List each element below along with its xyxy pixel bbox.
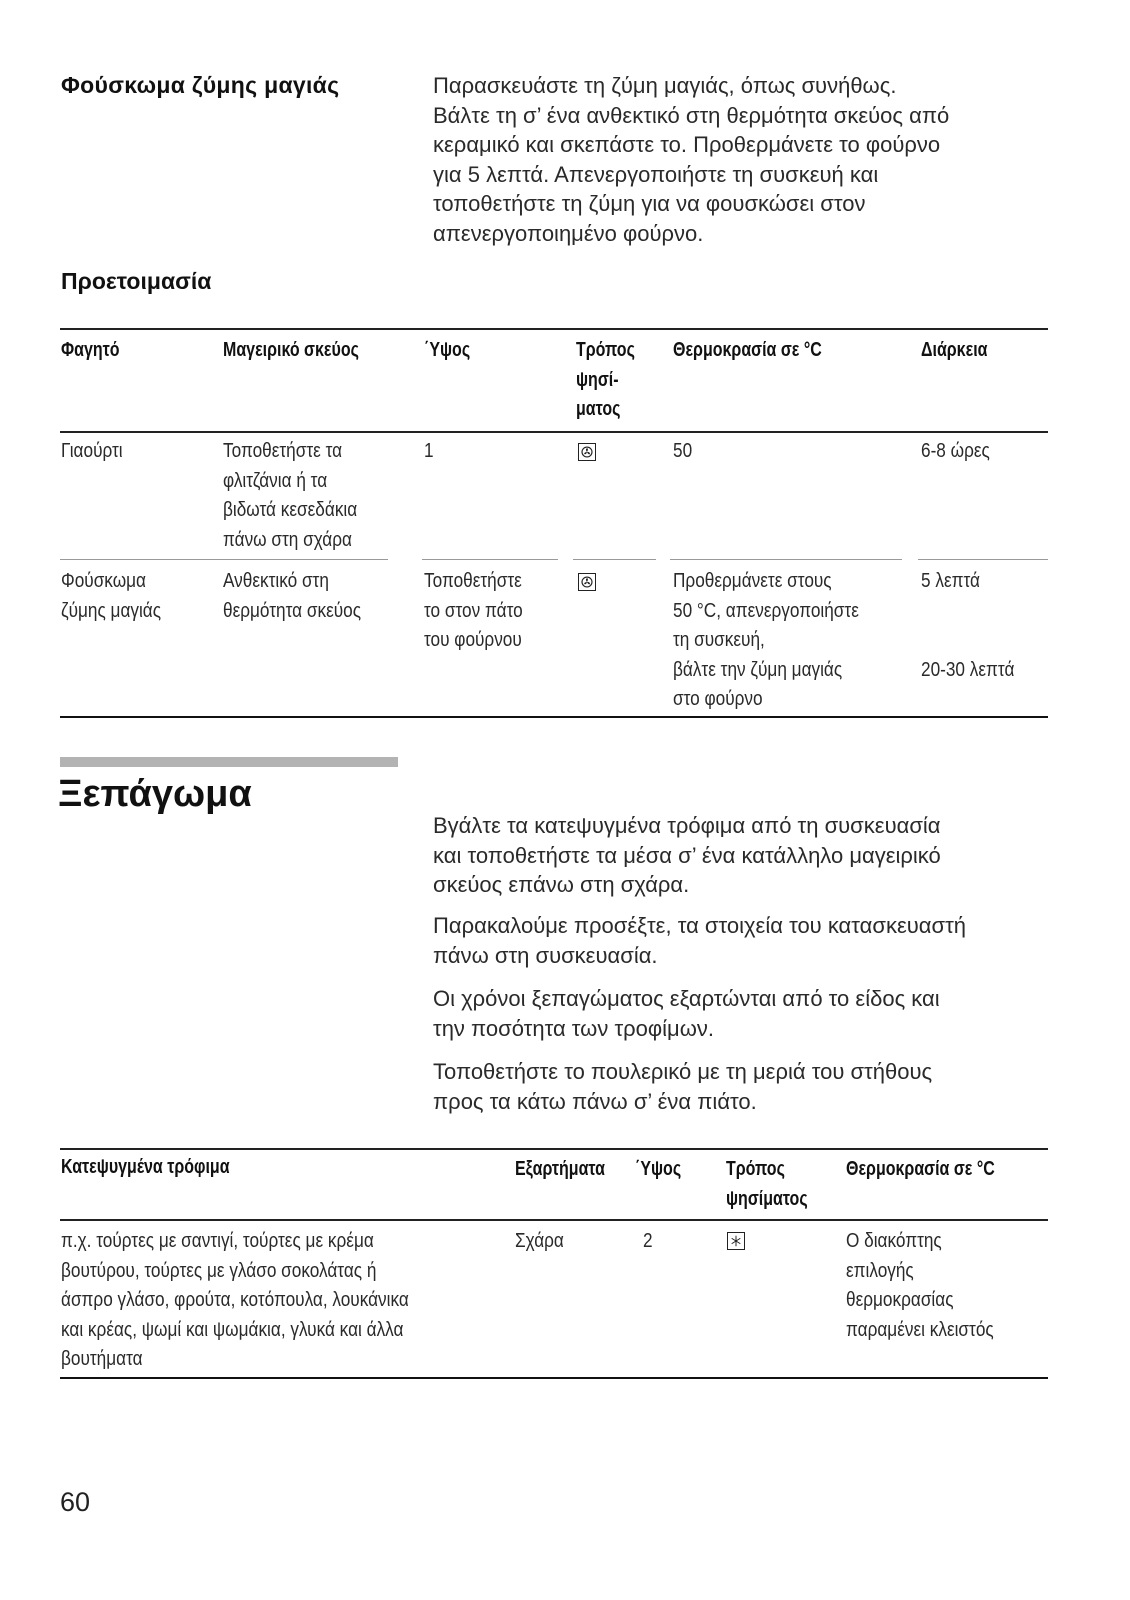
row-separator — [60, 559, 388, 560]
cell-line: 5 λεπτά — [921, 570, 980, 592]
paragraph-line: σκεύος επάνω στη σχάρα. — [433, 872, 690, 897]
fan-heating-icon — [578, 573, 596, 591]
table-cell-duration — [921, 567, 1014, 685]
cell-line: του φούρνου — [424, 629, 522, 651]
paragraph-line: την ποσότητα των τροφίμων. — [433, 1015, 715, 1041]
cell-line — [921, 626, 1014, 656]
header-bottom-rule — [60, 431, 1048, 433]
defrost-paragraph-3 — [433, 984, 940, 1043]
header-line: Τρόπος — [576, 339, 635, 361]
table-cell-temperature — [673, 437, 692, 467]
section-bar — [60, 757, 398, 767]
cell-line: Ο διακόπτης — [846, 1230, 942, 1252]
dough-rising-paragraph — [433, 71, 949, 248]
cell-line: 50 °C, απενεργοποιήστε — [673, 599, 859, 622]
column-header-cookware: Μαγειρικό σκεύος — [223, 339, 359, 361]
column-header-temperature: Θερμοκρασία σε °C — [673, 339, 822, 361]
table-cell-food — [61, 567, 161, 626]
cell-line: 20-30 λεπτά — [921, 658, 1015, 681]
column-header-duration: Διάρκεια — [921, 339, 988, 361]
cell-line: 6-8 ώρες — [921, 440, 990, 462]
header-line: ματος — [576, 398, 621, 420]
table-cell-frozen-food — [61, 1227, 409, 1375]
paragraph-line: τοποθετήστε τη ζύμη για να φουσκώσει στον — [433, 191, 866, 216]
paragraph-line: Οι χρόνοι ξεπαγώματος εξαρτώνται από το είδος και — [433, 986, 940, 1011]
cell-line: π.χ. τούρτες με σαντιγί, τούρτες με κρέμα — [61, 1230, 374, 1252]
table-cell-cookware — [223, 567, 361, 626]
defrost-icon — [727, 1232, 745, 1250]
cell-line — [921, 597, 1014, 627]
cell-line: 1 — [424, 440, 434, 462]
cell-line: βουτύρου, τούρτες με γλάσο σοκολάτας ή — [61, 1259, 377, 1282]
cell-line: βιδωτά κεσεδάκια — [223, 499, 358, 521]
paragraph-line: για 5 λεπτά. Απενεργοποιήστε τη συσκευή και — [433, 161, 879, 187]
paragraph-line: Βάλτε τη σ’ ένα ανθεκτικό στη θερμότητα σκεύος από — [433, 102, 950, 128]
table-cell-food — [61, 437, 123, 467]
section-heading-dough-rising: Φούσκωμα ζύμης μαγιάς — [61, 72, 340, 98]
cell-line: Σχάρα — [515, 1230, 564, 1252]
cell-line: θερμότητα σκεύος — [223, 599, 362, 622]
column-header-cooking-mode — [726, 1155, 808, 1214]
cell-line: το στον πάτο — [424, 599, 523, 622]
header-line: ψησίματος — [726, 1187, 808, 1210]
column-header-food: Φαγητό — [61, 339, 120, 361]
paragraph-line: Τοποθετήστε το πουλερικό με τη μεριά του στήθους — [433, 1059, 933, 1084]
cell-line: 2 — [643, 1230, 653, 1252]
cell-line: τη συσκευή, — [673, 629, 765, 651]
table-cell-height — [424, 567, 523, 656]
cell-line: Ανθεκτικό στη — [223, 570, 329, 592]
cell-line: φλιτζάνια ή τα — [223, 469, 328, 492]
column-header-temperature: Θερμοκρασία σε °C — [846, 1158, 995, 1180]
table-top-rule — [60, 328, 1048, 330]
cell-line: 50 — [673, 440, 693, 462]
table-top-rule — [60, 1148, 1048, 1150]
paragraph-line: Βγάλτε τα κατεψυγμένα τρόφιμα από τη συσκευασία — [433, 813, 941, 838]
defrost-paragraph-2 — [433, 911, 966, 970]
column-header-height: ΄Υψος — [424, 339, 471, 361]
paragraph-line: προς τα κάτω πάνω σ’ ένα πιάτο. — [433, 1088, 757, 1114]
table-cell-height — [424, 437, 434, 467]
table-cell-height — [643, 1227, 653, 1257]
paragraph-line: Παρακαλούμε προσέξτε, τα στοιχεία του κατασκευαστή — [433, 913, 967, 938]
section-heading-preparation: Προετοιμασία — [61, 268, 212, 294]
column-header-accessories: Εξαρτήματα — [515, 1158, 605, 1180]
cell-line: άσπρο γλάσο, φρούτα, κοτόπουλα, λουκάνικα — [61, 1289, 409, 1311]
paragraph-line: κεραμικό και σκεπάστε το. Προθερμάνετε το φούρνο — [433, 132, 941, 157]
defrost-paragraph-4 — [433, 1057, 932, 1116]
cell-line: Φούσκωμα — [61, 570, 146, 592]
table-cell-temperature — [673, 567, 859, 715]
table-cell-duration — [921, 437, 990, 467]
table-cell-accessories — [515, 1227, 564, 1257]
column-header-height: ΄Υψος — [635, 1158, 682, 1180]
column-header-cooking-mode — [576, 336, 635, 425]
cell-line: στο φούρνο — [673, 688, 763, 710]
defrost-paragraph-1 — [433, 811, 941, 900]
header-line: Τρόπος — [726, 1158, 785, 1180]
cell-line: Προθερμάνετε στους — [673, 570, 832, 592]
cell-line: βάλτε την ζύμη μαγιάς — [673, 658, 843, 681]
cell-line: επιλογής — [846, 1259, 914, 1282]
column-header-frozen-food: Κατεψυγμένα τρόφιμα — [61, 1156, 230, 1178]
section-title-defrost: Ξεπάγωμα — [58, 773, 252, 815]
row-separator — [422, 559, 558, 560]
row-separator — [573, 559, 656, 560]
cell-line: Τοποθετήστε τα — [223, 440, 343, 462]
header-line: ψησί- — [576, 368, 619, 391]
header-bottom-rule — [60, 1219, 1048, 1221]
cell-line: πάνω στη σχάρα — [223, 528, 352, 551]
table-cell-cookware — [223, 437, 357, 555]
cell-line: και κρέας, ψωμί και ψωμάκια, γλυκά και άλλα — [61, 1318, 404, 1341]
paragraph-line: Παρασκευάστε τη ζύμη μαγιάς, όπως συνήθως. — [433, 73, 897, 98]
cell-line: Τοποθετήστε — [424, 570, 522, 592]
row-separator — [670, 559, 902, 560]
paragraph-line: απενεργοποιημένο φούρνο. — [433, 220, 704, 246]
cell-line: παραμένει κλειστός — [846, 1318, 994, 1341]
cell-line: Γιαούρτι — [61, 440, 123, 462]
table-bottom-rule — [60, 716, 1048, 718]
table-cell-temperature — [846, 1227, 994, 1345]
table-bottom-rule — [60, 1377, 1048, 1379]
fan-heating-icon — [578, 443, 596, 461]
cell-line: ζύμης μαγιάς — [61, 599, 162, 622]
paragraph-line: πάνω στη συσκευασία. — [433, 942, 658, 968]
paragraph-line: και τοποθετήστε τα μέσα σ’ ένα κατάλληλο μαγειρικό — [433, 842, 941, 868]
row-separator — [918, 559, 1048, 560]
cell-line: βουτήματα — [61, 1348, 143, 1370]
page-number: 60 — [60, 1487, 91, 1517]
cell-line: θερμοκρασίας — [846, 1289, 954, 1311]
